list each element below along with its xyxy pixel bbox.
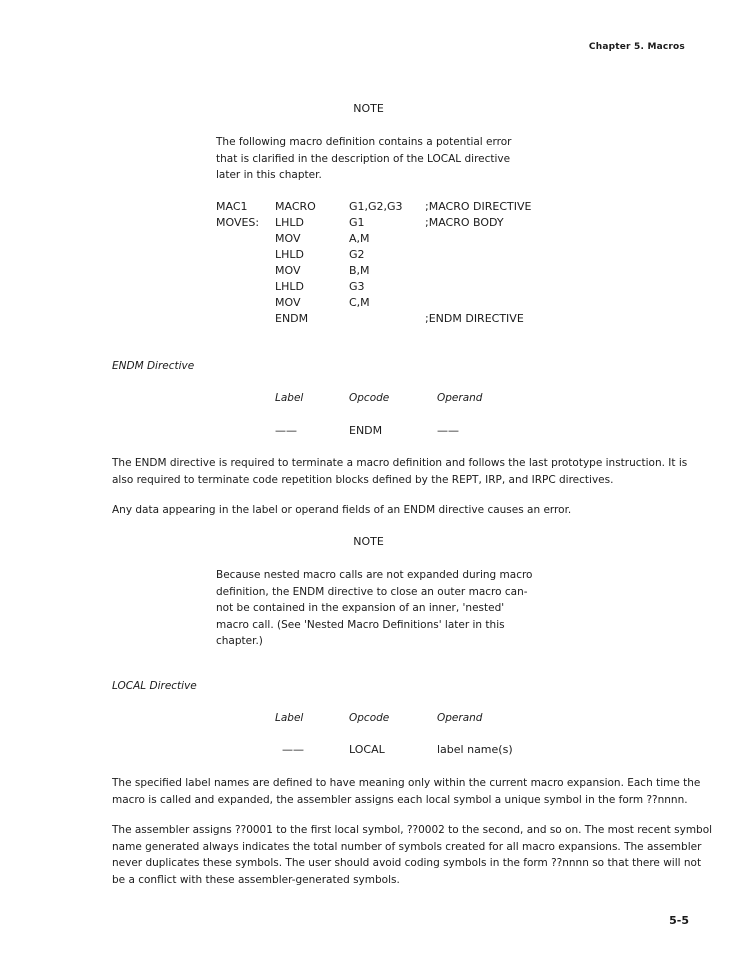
- note-body: [216, 134, 511, 184]
- paragraph-line: The ENDM directive is required to terminate a macro definition and follows the last prototype instruction. It is: [112, 457, 688, 469]
- code-opcode: LHLD: [275, 280, 304, 293]
- code-comment: ;ENDM DIRECTIVE: [425, 312, 524, 325]
- code-opcode: MOV: [275, 296, 301, 309]
- running-head: Chapter 5. Macros: [588, 42, 685, 52]
- note-line: macro call. (See 'Nested Macro Definitions' later in this: [216, 618, 505, 631]
- paragraph-line: be a conflict with these assembler-generated symbols.: [112, 873, 400, 886]
- paragraph-line: also required to terminate code repetition blocks defined by the REPT, IRP, and IRPC directives.: [112, 473, 614, 486]
- note-title: NOTE: [353, 535, 384, 548]
- paragraph-line: Any data appearing in the label or operand fields of an ENDM directive causes an error.: [112, 504, 572, 516]
- endm-paragraph: [112, 455, 687, 488]
- code-opcode: LHLD: [275, 248, 304, 261]
- code-operand: C,M: [349, 296, 370, 309]
- note-line: not be contained in the expansion of an inner, 'nested': [216, 602, 505, 614]
- code-opcode: LHLD: [275, 216, 304, 229]
- code-operand: G2: [349, 248, 365, 261]
- format-header-opcode: Opcode: [349, 712, 390, 724]
- code-operand: A,M: [349, 232, 370, 245]
- note-line: that is clarified in the description of the LOCAL directive: [216, 152, 511, 165]
- code-operand: G1,G2,G3: [349, 200, 403, 213]
- format-value-operand: ——: [437, 424, 459, 437]
- page-number: 5-5: [669, 914, 689, 927]
- note-body: [216, 567, 532, 650]
- format-header-opcode: Opcode: [349, 392, 390, 404]
- code-label: MAC1: [216, 200, 248, 213]
- local-paragraph: [112, 775, 700, 808]
- section-heading-local: LOCAL Directive: [112, 680, 197, 692]
- paragraph-line: never duplicates these symbols. The user should avoid coding symbols in the form ??nnnn so that there will not: [112, 857, 702, 869]
- format-value-opcode: LOCAL: [349, 743, 385, 756]
- code-operand: G3: [349, 280, 365, 293]
- note-line: later in this chapter.: [216, 169, 322, 181]
- section-heading-endm: ENDM Directive: [112, 360, 195, 372]
- code-operand: G1: [349, 216, 365, 229]
- format-value-label: ——: [275, 424, 297, 437]
- note-line: The following macro definition contains a potential error: [216, 136, 512, 148]
- note-line: chapter.): [216, 635, 263, 647]
- paragraph-line: The specified label names are defined to have meaning only within the current macro expansion. Each time the: [112, 777, 701, 789]
- format-value-operand: label name(s): [437, 743, 513, 756]
- format-value-opcode: ENDM: [349, 424, 383, 437]
- paragraph-line: The assembler assigns ??0001 to the first local symbol, ??0002 to the second, and so on. The most recent symbol: [112, 824, 713, 836]
- note-line: Because nested macro calls are not expanded during macro: [216, 569, 533, 581]
- code-opcode: MACRO: [275, 200, 316, 213]
- note-title: NOTE: [353, 102, 384, 115]
- code-comment: ;MACRO BODY: [425, 216, 504, 229]
- format-header-operand: Operand: [437, 392, 483, 404]
- code-opcode: ENDM: [275, 312, 309, 325]
- format-header-label: Label: [275, 712, 304, 724]
- paragraph-line: macro is called and expanded, the assembler assigns each local symbol a unique symbol in the form ??nnnn.: [112, 793, 688, 806]
- code-label: MOVES:: [216, 216, 260, 229]
- paragraph-line: name generated always indicates the total number of symbols created for all macro expansions. The assembler: [112, 840, 702, 853]
- format-header-operand: Operand: [437, 712, 483, 724]
- code-opcode: MOV: [275, 232, 301, 245]
- code-operand: B,M: [349, 264, 370, 277]
- local-assign-paragraph: [112, 822, 712, 888]
- endm-error-paragraph: [112, 502, 571, 519]
- note-line: definition, the ENDM directive to close an outer macro can-: [216, 585, 528, 598]
- code-comment: ;MACRO DIRECTIVE: [425, 200, 532, 213]
- format-header-label: Label: [275, 392, 304, 404]
- code-opcode: MOV: [275, 264, 301, 277]
- format-value-label: ——: [282, 743, 304, 756]
